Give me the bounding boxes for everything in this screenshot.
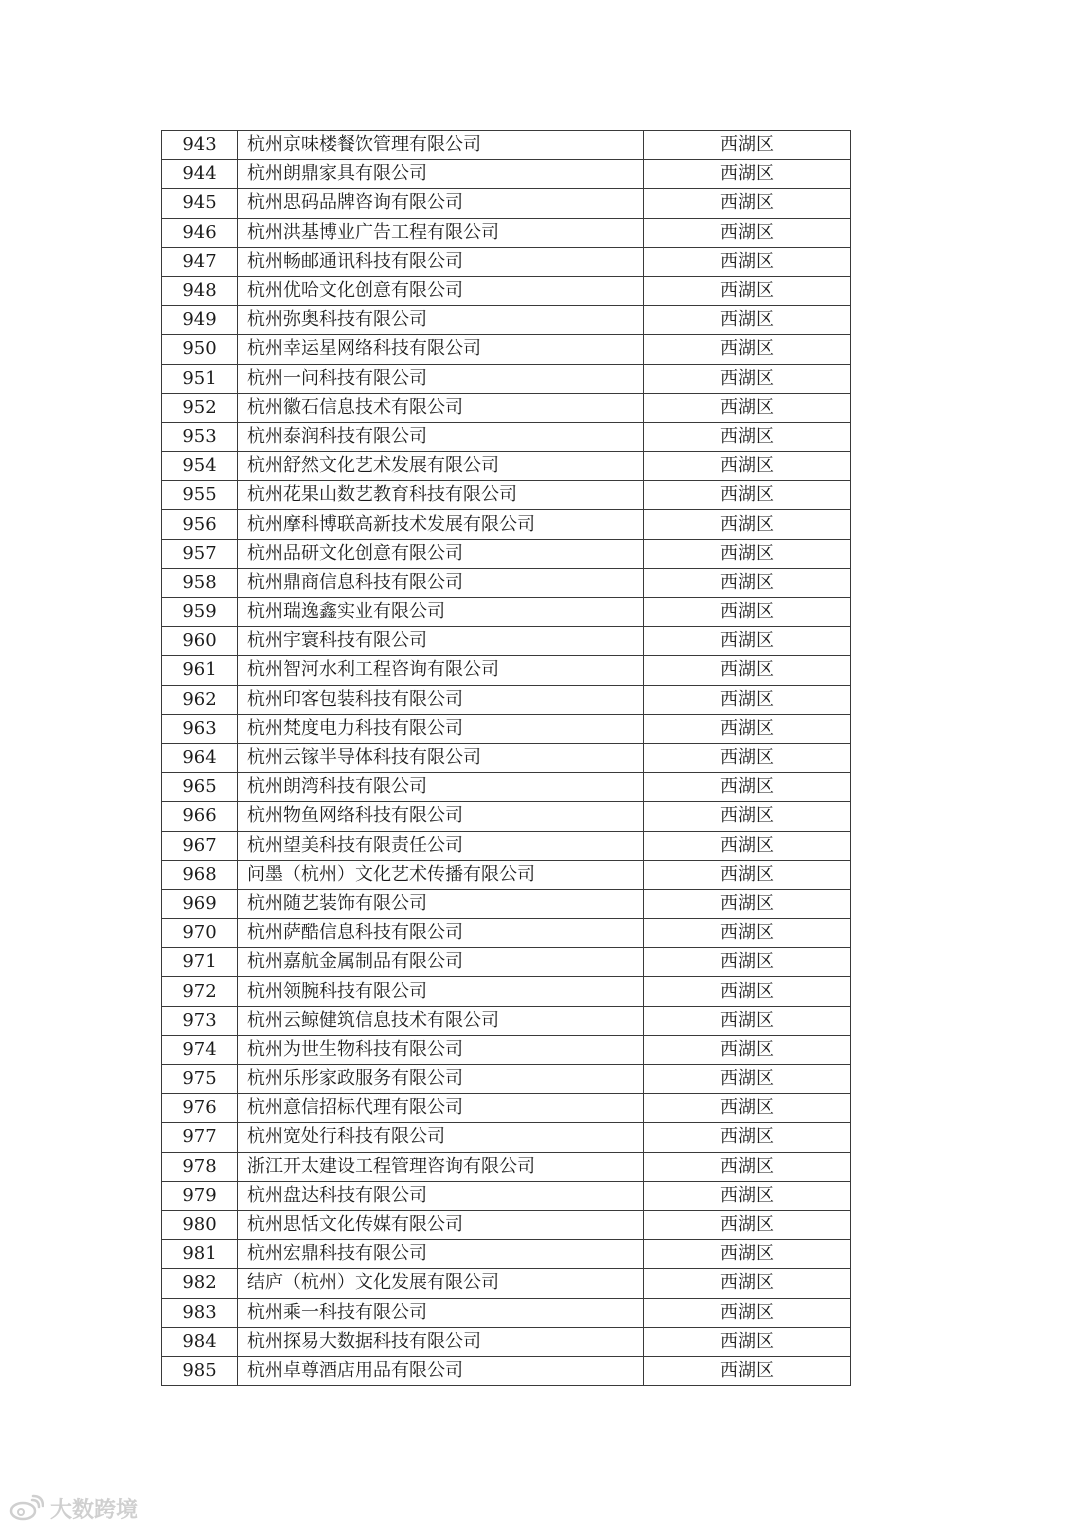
district-cell: 西湖区 xyxy=(644,568,851,597)
company-name-cell: 杭州嘉航金属制品有限公司 xyxy=(238,948,644,977)
district-cell: 西湖区 xyxy=(644,306,851,335)
district-cell: 西湖区 xyxy=(644,1298,851,1327)
company-name-cell: 杭州萨酷信息科技有限公司 xyxy=(238,919,644,948)
district-cell: 西湖区 xyxy=(644,1210,851,1239)
district-cell: 西湖区 xyxy=(644,276,851,305)
row-index-cell: 968 xyxy=(162,860,238,889)
company-name-cell: 结庐（杭州）文化发展有限公司 xyxy=(238,1269,644,1298)
table-row xyxy=(162,335,851,364)
table-row xyxy=(162,1298,851,1327)
table-row xyxy=(162,1181,851,1210)
district-cell: 西湖区 xyxy=(644,335,851,364)
district-cell: 西湖区 xyxy=(644,247,851,276)
table-row xyxy=(162,131,851,160)
table-row xyxy=(162,568,851,597)
table-body xyxy=(162,131,851,1386)
table-row xyxy=(162,627,851,656)
row-index-cell: 964 xyxy=(162,743,238,772)
company-name-cell: 杭州朗鼎家具有限公司 xyxy=(238,160,644,189)
row-index-cell: 971 xyxy=(162,948,238,977)
company-name-cell: 杭州徽石信息技术有限公司 xyxy=(238,393,644,422)
table-row xyxy=(162,889,851,918)
company-name-cell: 浙江开太建设工程管理咨询有限公司 xyxy=(238,1152,644,1181)
table-row xyxy=(162,247,851,276)
district-cell: 西湖区 xyxy=(644,364,851,393)
company-name-cell: 杭州为世生物科技有限公司 xyxy=(238,1035,644,1064)
row-index-cell: 951 xyxy=(162,364,238,393)
district-cell: 西湖区 xyxy=(644,218,851,247)
row-index-cell: 965 xyxy=(162,773,238,802)
company-name-cell: 杭州望美科技有限责任公司 xyxy=(238,831,644,860)
row-index-cell: 950 xyxy=(162,335,238,364)
row-index-cell: 957 xyxy=(162,539,238,568)
company-name-cell: 杭州宽处行科技有限公司 xyxy=(238,1123,644,1152)
district-cell: 西湖区 xyxy=(644,452,851,481)
district-cell: 西湖区 xyxy=(644,627,851,656)
company-name-cell: 杭州领腕科技有限公司 xyxy=(238,977,644,1006)
table-row xyxy=(162,393,851,422)
district-cell: 西湖区 xyxy=(644,189,851,218)
row-index-cell: 947 xyxy=(162,247,238,276)
row-index-cell: 948 xyxy=(162,276,238,305)
district-cell: 西湖区 xyxy=(644,539,851,568)
district-cell: 西湖区 xyxy=(644,948,851,977)
company-name-cell: 杭州一问科技有限公司 xyxy=(238,364,644,393)
table-row xyxy=(162,831,851,860)
company-name-cell: 杭州瑞逸鑫实业有限公司 xyxy=(238,598,644,627)
table-row xyxy=(162,1240,851,1269)
district-cell: 西湖区 xyxy=(644,598,851,627)
table-row xyxy=(162,364,851,393)
table-row xyxy=(162,743,851,772)
row-index-cell: 955 xyxy=(162,481,238,510)
district-cell: 西湖区 xyxy=(644,977,851,1006)
company-name-cell: 杭州盘达科技有限公司 xyxy=(238,1181,644,1210)
company-name-cell: 杭州随艺装饰有限公司 xyxy=(238,889,644,918)
district-cell: 西湖区 xyxy=(644,510,851,539)
district-cell: 西湖区 xyxy=(644,802,851,831)
table-row xyxy=(162,510,851,539)
table-row xyxy=(162,714,851,743)
row-index-cell: 967 xyxy=(162,831,238,860)
district-cell: 西湖区 xyxy=(644,481,851,510)
table-row xyxy=(162,1123,851,1152)
row-index-cell: 969 xyxy=(162,889,238,918)
district-cell: 西湖区 xyxy=(644,1123,851,1152)
company-name-cell: 杭州思码品牌咨询有限公司 xyxy=(238,189,644,218)
district-cell: 西湖区 xyxy=(644,1065,851,1094)
row-index-cell: 970 xyxy=(162,919,238,948)
company-name-cell: 杭州智河水利工程咨询有限公司 xyxy=(238,656,644,685)
table-row xyxy=(162,860,851,889)
table-row xyxy=(162,189,851,218)
district-cell: 西湖区 xyxy=(644,860,851,889)
district-cell: 西湖区 xyxy=(644,1035,851,1064)
table-row xyxy=(162,1327,851,1356)
district-cell: 西湖区 xyxy=(644,131,851,160)
table-row xyxy=(162,218,851,247)
row-index-cell: 977 xyxy=(162,1123,238,1152)
watermark xyxy=(8,1488,138,1528)
row-index-cell: 982 xyxy=(162,1269,238,1298)
table-row xyxy=(162,1210,851,1239)
row-index-cell: 961 xyxy=(162,656,238,685)
district-cell: 西湖区 xyxy=(644,1181,851,1210)
district-cell: 西湖区 xyxy=(644,685,851,714)
district-cell: 西湖区 xyxy=(644,1094,851,1123)
row-index-cell: 973 xyxy=(162,1006,238,1035)
table-row xyxy=(162,452,851,481)
district-cell: 西湖区 xyxy=(644,1006,851,1035)
row-index-cell: 954 xyxy=(162,452,238,481)
district-cell: 西湖区 xyxy=(644,160,851,189)
company-name-cell: 杭州乐彤家政服务有限公司 xyxy=(238,1065,644,1094)
company-name-cell: 杭州宇寰科技有限公司 xyxy=(238,627,644,656)
table-row xyxy=(162,802,851,831)
row-index-cell: 976 xyxy=(162,1094,238,1123)
row-index-cell: 943 xyxy=(162,131,238,160)
row-index-cell: 946 xyxy=(162,218,238,247)
row-index-cell: 978 xyxy=(162,1152,238,1181)
company-name-cell: 杭州鼎商信息科技有限公司 xyxy=(238,568,644,597)
district-cell: 西湖区 xyxy=(644,889,851,918)
row-index-cell: 975 xyxy=(162,1065,238,1094)
row-index-cell: 959 xyxy=(162,598,238,627)
company-name-cell: 杭州云鲸健筑信息技术有限公司 xyxy=(238,1006,644,1035)
company-name-cell: 杭州泰润科技有限公司 xyxy=(238,422,644,451)
company-name-cell: 杭州洪基博业广告工程有限公司 xyxy=(238,218,644,247)
company-name-cell: 杭州云镓半导体科技有限公司 xyxy=(238,743,644,772)
row-index-cell: 974 xyxy=(162,1035,238,1064)
row-index-cell: 945 xyxy=(162,189,238,218)
company-name-cell: 杭州舒然文化艺术发展有限公司 xyxy=(238,452,644,481)
table-row xyxy=(162,977,851,1006)
table-row xyxy=(162,1356,851,1385)
company-name-cell: 杭州物鱼网络科技有限公司 xyxy=(238,802,644,831)
row-index-cell: 962 xyxy=(162,685,238,714)
row-index-cell: 981 xyxy=(162,1240,238,1269)
row-index-cell: 952 xyxy=(162,393,238,422)
row-index-cell: 963 xyxy=(162,714,238,743)
row-index-cell: 956 xyxy=(162,510,238,539)
company-name-cell: 杭州朗湾科技有限公司 xyxy=(238,773,644,802)
district-cell: 西湖区 xyxy=(644,1240,851,1269)
table-row xyxy=(162,685,851,714)
table-row xyxy=(162,422,851,451)
company-name-cell: 问墨（杭州）文化艺术传播有限公司 xyxy=(238,860,644,889)
district-cell: 西湖区 xyxy=(644,1327,851,1356)
watermark-text: 大数跨境 xyxy=(50,1497,139,1523)
district-cell: 西湖区 xyxy=(644,773,851,802)
table-row xyxy=(162,919,851,948)
table-row xyxy=(162,1269,851,1298)
district-cell: 西湖区 xyxy=(644,393,851,422)
company-name-cell: 杭州探易大数据科技有限公司 xyxy=(238,1327,644,1356)
company-name-cell: 杭州弥奥科技有限公司 xyxy=(238,306,644,335)
table-row xyxy=(162,656,851,685)
company-name-cell: 杭州宏鼎科技有限公司 xyxy=(238,1240,644,1269)
district-cell: 西湖区 xyxy=(644,1152,851,1181)
table-row xyxy=(162,306,851,335)
company-list-table xyxy=(161,130,851,1386)
company-name-cell: 杭州意信招标代理有限公司 xyxy=(238,1094,644,1123)
company-name-cell: 杭州梵度电力科技有限公司 xyxy=(238,714,644,743)
company-name-cell: 杭州思恬文化传媒有限公司 xyxy=(238,1210,644,1239)
row-index-cell: 979 xyxy=(162,1181,238,1210)
table-row xyxy=(162,948,851,977)
table-row xyxy=(162,773,851,802)
table-row xyxy=(162,160,851,189)
district-cell: 西湖区 xyxy=(644,1269,851,1298)
row-index-cell: 966 xyxy=(162,802,238,831)
row-index-cell: 960 xyxy=(162,627,238,656)
table-row xyxy=(162,276,851,305)
company-name-cell: 杭州卓尊酒店用品有限公司 xyxy=(238,1356,644,1385)
row-index-cell: 984 xyxy=(162,1327,238,1356)
weibo-logo-icon xyxy=(8,1494,44,1522)
district-cell: 西湖区 xyxy=(644,919,851,948)
row-index-cell: 958 xyxy=(162,568,238,597)
district-cell: 西湖区 xyxy=(644,743,851,772)
table-row xyxy=(162,1094,851,1123)
company-name-cell: 杭州畅邮通讯科技有限公司 xyxy=(238,247,644,276)
table-row xyxy=(162,1065,851,1094)
row-index-cell: 980 xyxy=(162,1210,238,1239)
district-cell: 西湖区 xyxy=(644,656,851,685)
table-row xyxy=(162,1006,851,1035)
row-index-cell: 983 xyxy=(162,1298,238,1327)
district-cell: 西湖区 xyxy=(644,422,851,451)
row-index-cell: 949 xyxy=(162,306,238,335)
row-index-cell: 972 xyxy=(162,977,238,1006)
table-row xyxy=(162,539,851,568)
table-row xyxy=(162,1152,851,1181)
row-index-cell: 985 xyxy=(162,1356,238,1385)
company-name-cell: 杭州花果山数艺教育科技有限公司 xyxy=(238,481,644,510)
table-row xyxy=(162,598,851,627)
company-name-cell: 杭州京味楼餐饮管理有限公司 xyxy=(238,131,644,160)
company-name-cell: 杭州品研文化创意有限公司 xyxy=(238,539,644,568)
company-name-cell: 杭州摩科博联高新技术发展有限公司 xyxy=(238,510,644,539)
row-index-cell: 944 xyxy=(162,160,238,189)
company-name-cell: 杭州优哈文化创意有限公司 xyxy=(238,276,644,305)
table-row xyxy=(162,481,851,510)
district-cell: 西湖区 xyxy=(644,1356,851,1385)
district-cell: 西湖区 xyxy=(644,831,851,860)
table-row xyxy=(162,1035,851,1064)
company-name-cell: 杭州乘一科技有限公司 xyxy=(238,1298,644,1327)
district-cell: 西湖区 xyxy=(644,714,851,743)
company-name-cell: 杭州印客包装科技有限公司 xyxy=(238,685,644,714)
row-index-cell: 953 xyxy=(162,422,238,451)
company-name-cell: 杭州幸运星网络科技有限公司 xyxy=(238,335,644,364)
